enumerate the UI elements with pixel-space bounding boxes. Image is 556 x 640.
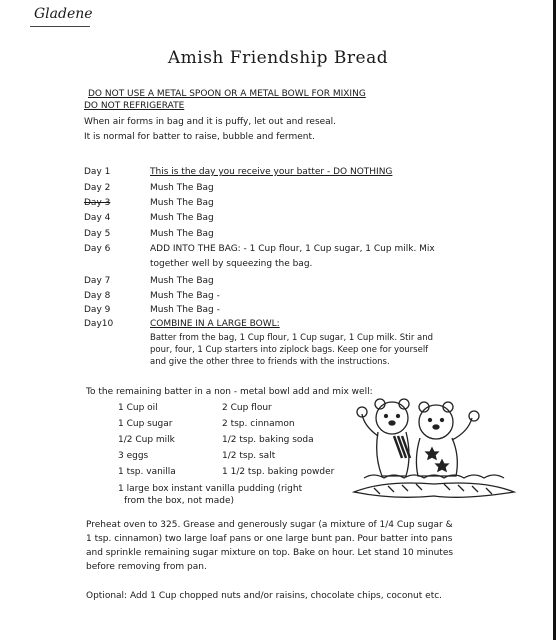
pudding-line: 1 large box instant vanilla pudding (right bbox=[118, 484, 303, 494]
remaining-intro: To the remaining batter in a non - metal bowl add and mix well: bbox=[86, 387, 373, 397]
instructions-line: 1 tsp. cinnamon) two large loaf pans or one large bunt pan. Pour batter into pans bbox=[86, 534, 453, 544]
day-text: Mush The Bag - bbox=[150, 305, 220, 315]
day-text: Mush The Bag bbox=[150, 229, 214, 239]
day-label: Day 3 bbox=[84, 198, 111, 208]
day-text: COMBINE IN A LARGE BOWL: bbox=[150, 319, 280, 329]
optional-note: Optional: Add 1 Cup chopped nuts and/or raisins, chocolate chips, coconut etc. bbox=[86, 591, 443, 601]
day-text-continued: and give the other three to friends with the instructions. bbox=[150, 357, 390, 367]
day-text: Mush The Bag bbox=[150, 183, 214, 193]
day-label: Day 7 bbox=[84, 276, 111, 286]
ingredient: 2 tsp. cinnamon bbox=[222, 419, 295, 429]
page-title: Amish Friendship Bread bbox=[167, 48, 389, 68]
day-label: Day 2 bbox=[84, 183, 111, 193]
ingredient: 1/2 tsp. salt bbox=[222, 451, 276, 461]
pudding-line: from the box, not made) bbox=[124, 496, 235, 506]
instructions-line: and sprinkle remaining sugar mixture on top. Bake on hour. Let stand 10 minutes bbox=[86, 548, 454, 558]
ingredient: 1 Cup sugar bbox=[118, 419, 173, 429]
day-label: Day 4 bbox=[84, 213, 111, 223]
instructions-line: Preheat oven to 325. Grease and generously sugar (a mixture of 1/4 Cup sugar & bbox=[86, 520, 453, 530]
day-label: Day 8 bbox=[84, 291, 111, 301]
ingredient: 3 eggs bbox=[118, 451, 149, 461]
day-text: ADD INTO THE BAG: - 1 Cup flour, 1 Cup sugar, 1 Cup milk. Mix bbox=[150, 244, 435, 254]
signature: Gladene bbox=[34, 6, 93, 22]
signature-underline bbox=[30, 26, 90, 27]
day-label: Day 6 bbox=[84, 244, 111, 254]
note-ferment: It is normal for batter to raise, bubble and ferment. bbox=[84, 132, 315, 142]
note-air: When air forms in bag and it is puffy, let out and reseal. bbox=[84, 117, 337, 127]
day-label: Day10 bbox=[84, 319, 114, 329]
warning-metal: DO NOT USE A METAL SPOON OR A METAL BOWL FOR MIXING bbox=[88, 89, 366, 99]
day-label: Day 1 bbox=[84, 167, 111, 177]
ingredient: 1 Cup oil bbox=[118, 403, 158, 413]
ingredient: 1 tsp. vanilla bbox=[118, 467, 176, 477]
day-label: Day 5 bbox=[84, 229, 111, 239]
day-label: Day 9 bbox=[84, 305, 111, 315]
instructions-line: before removing from pan. bbox=[86, 562, 207, 572]
day-text: This is the day you receive your batter - DO NOTHING bbox=[150, 167, 393, 177]
day-text: Mush The Bag - bbox=[150, 291, 220, 301]
day-text-continued: Batter from the bag, 1 Cup flour, 1 Cup sugar, 1 Cup milk. Stir and bbox=[150, 333, 434, 343]
day-text: Mush The Bag bbox=[150, 213, 214, 223]
ingredient: 1/2 tsp. baking soda bbox=[222, 435, 314, 445]
day-text: Mush The Bag bbox=[150, 276, 214, 286]
bears-illustration bbox=[344, 396, 524, 506]
warning-refrigerate: DO NOT REFRIGERATE bbox=[84, 101, 185, 111]
day-text-continued: together well by squeezing the bag. bbox=[150, 259, 313, 269]
day-text: Mush The Bag bbox=[150, 198, 214, 208]
ingredient: 2 Cup flour bbox=[222, 403, 272, 413]
ingredient: 1 1/2 tsp. baking powder bbox=[222, 467, 335, 477]
day-text-continued: pour, four, 1 Cup starters into ziplock bags. Keep one for yourself bbox=[150, 345, 429, 355]
ingredient: 1/2 Cup milk bbox=[118, 435, 175, 445]
